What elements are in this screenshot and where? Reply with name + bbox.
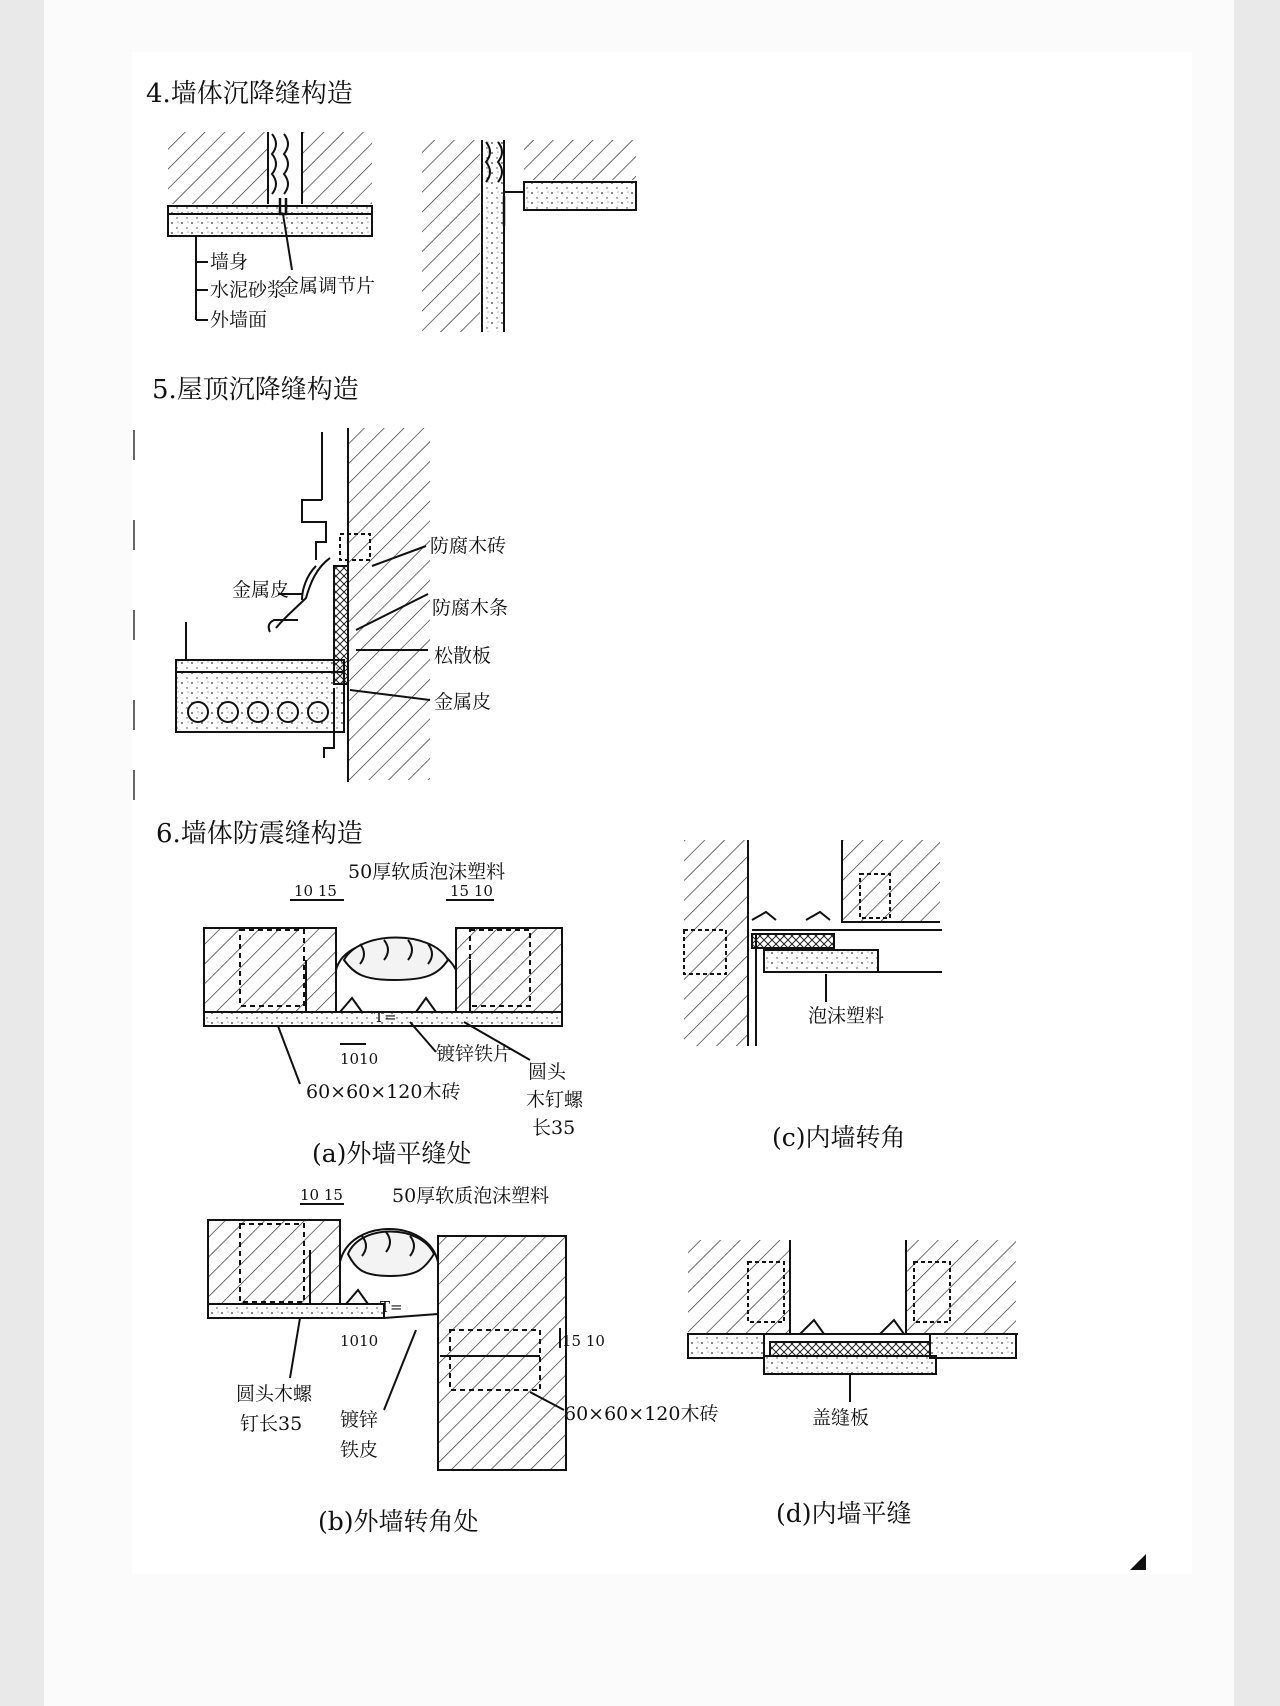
s6b-label-screw-1: 圆头木螺 — [236, 1383, 313, 1405]
s4-label-wall: 墙身 — [210, 251, 249, 273]
s5-label-loose-board: 松散板 — [434, 645, 492, 667]
section-4-wall-settlement-joint — [146, 79, 636, 332]
s6b-label-galv-1: 镀锌 — [340, 1409, 379, 1431]
heading-s5: 5.屋顶沉降缝构造 — [152, 375, 359, 405]
s6b-dim-side: 15 10 — [562, 1332, 605, 1350]
s4-label-metal: 金属调节片 — [280, 275, 376, 297]
s5-sketch — [176, 428, 430, 782]
section-5-roof-settlement-joint — [152, 375, 508, 782]
s6b-caption: (b)外墙转角处 — [318, 1507, 479, 1536]
s6b-label-wood-block: 60×60×120木砖 — [564, 1403, 719, 1425]
s6a-tee: T= — [374, 1008, 397, 1026]
s6a-label-screw-2: 木钉螺 — [526, 1089, 584, 1111]
s6b-dim-bottom: 1010 — [340, 1332, 379, 1350]
s6b-label-galv-2: 铁皮 — [340, 1439, 379, 1461]
s6b-tee: T= — [380, 1298, 403, 1316]
s6d-caption: (d)内墙平缝 — [776, 1499, 912, 1528]
s4-label-mortar: 水泥砂浆 — [210, 279, 287, 301]
s5-label-metal-top: 金属皮 — [232, 579, 290, 601]
heading-s6: 6.墙体防震缝构造 — [156, 819, 363, 849]
heading-s4: 4.墙体沉降缝构造 — [146, 79, 353, 109]
s6d-sketch — [688, 1240, 1018, 1402]
s6a-label-screw-1: 圆头 — [528, 1061, 567, 1083]
s6a-dim-bottom: 1010 — [340, 1050, 379, 1068]
s6a-label-screw-3: 长35 — [532, 1117, 576, 1139]
s5-label-metal-bottom: 金属皮 — [434, 691, 492, 713]
s5-label-anti-rot-wood: 防腐木砖 — [430, 535, 507, 557]
section-6-seismic-joint — [156, 819, 1018, 1536]
s6a-caption: (a)外墙平缝处 — [312, 1139, 472, 1168]
corner-mark — [1130, 1554, 1146, 1570]
s6a-label-foam: 50厚软质泡沫塑料 — [348, 861, 506, 883]
s6c-label-foam: 泡沫塑料 — [808, 1005, 885, 1027]
s5-label-anti-rot-strip: 防腐木条 — [432, 597, 509, 619]
s6a-dim-top-right: 15 10 — [450, 882, 493, 900]
s4-label-finish: 外墙面 — [210, 309, 268, 331]
s6a-label-galv: 镀锌铁片 — [436, 1043, 513, 1065]
s6b-label-foam: 50厚软质泡沫塑料 — [392, 1185, 550, 1207]
s4-right-sketch — [422, 140, 636, 332]
s6a-dim-top-left: 10 15 — [294, 882, 337, 900]
s6b-dim-top: 10 15 — [300, 1186, 343, 1204]
s6c-caption: (c)内墙转角 — [772, 1123, 906, 1152]
s6a-label-wood-block: 60×60×120木砖 — [306, 1081, 461, 1103]
s6d-label-board: 盖缝板 — [812, 1407, 870, 1429]
s6b-label-screw-2: 钉长35 — [240, 1413, 303, 1435]
